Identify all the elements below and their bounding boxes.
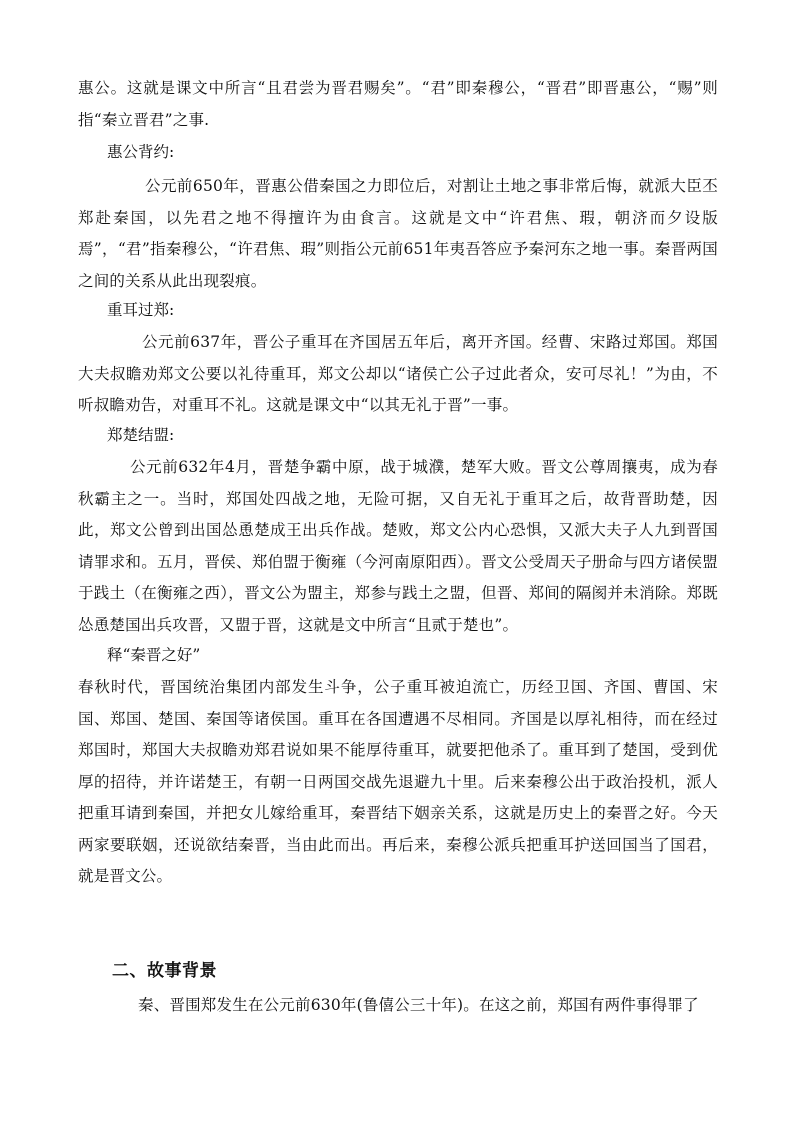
subheading-zhengchu-jiemeng: 郑楚结盟: xyxy=(107,426,175,444)
paragraph-huigong-gift xyxy=(78,73,718,136)
subheading-qinjin-zhihao: 释“秦晋之好” xyxy=(107,646,201,664)
section-title-story-background: 二、故事背景 xyxy=(112,961,217,981)
paragraph-chonger-guozheng xyxy=(78,327,718,422)
paragraph-text: 公元前650年，晋惠公借秦国之力即位后，对割让土地之事非常后悔，就派大臣丕郑赴秦国，以先君之地不得擅许为由食言。这就是文中“许君焦、瑕，朝济而夕设版焉”，“君”指秦穆公，“许君焦、瑕”则指公元前651年夷吾答应予秦河东之地一事。秦晋两国之间的关系从此出现裂痕。 xyxy=(78,177,718,290)
paragraph-text: 春秋时代，晋国统治集团内部发生斗争，公子重耳被迫流亡，历经卫国、齐国、曹国、宋国、郑国、楚国、秦国等诸侯国。重耳在各国遭遇不尽相同。齐国是以厚礼相待，而在经过郑国时，郑国大夫叔瞻劝郑君说如果不能厚待重耳，就要把他杀了。重耳到了楚国，受到优厚的招待，并许诺楚王，有朝一日两国交战先退避九十里。后来秦穆公出于政治投机，派人把重耳请到秦国，并把女儿嫁给重耳，秦晋结下姻亲关系，这就是历史上的秦晋之好。今天两家要联姻，还说欲结秦晋，当由此而出。再后来，秦穆公派兵把重耳护送回国当了国君，就是晋文公。 xyxy=(78,678,718,885)
paragraph-text: 惠公。这就是课文中所言“且君尝为晋君赐矣”。“君”即秦穆公，“晋君”即晋惠公，“赐”则指“秦立晋君”之事. xyxy=(78,79,718,129)
paragraph-text: 秦、晋围郑发生在公元前630年(鲁僖公三十年)。在这之前，郑国有两件事得罪了 xyxy=(138,996,699,1014)
paragraph-huigong-beiyue xyxy=(78,171,718,297)
subheading-huigong-beiyue: 惠公背约: xyxy=(107,143,175,161)
paragraph-qinjin-zhihao xyxy=(78,672,718,893)
paragraph-zhengchu-jiemeng xyxy=(78,452,718,641)
paragraph-text: 公元前637年，晋公子重耳在齐国居五年后，离开齐国。经曹、宋路过郑国。郑国大夫叔瞻劝郑文公要以礼待重耳，郑文公却以“诸侯亡公子过此者众，安可尽礼！”为由，不听叔瞻劝告，对重耳不礼。这就是课文中“以其无礼于晋”一事。 xyxy=(78,333,718,414)
paragraph-text: 公元前632年4月，晋楚争霸中原，战于城濮，楚军大败。晋文公尊周攘夷，成为春秋霸主之一。当时，郑国处四战之地，无险可据，又自无礼于重耳之后，故背晋助楚，因此，郑文公曾到出国怂恿楚成王出兵作战。楚败，郑文公内心恐惧，又派大夫子人九到晋国请罪求和。五月，晋侯、郑伯盟于衡雍（今河南原阳西）。晋文公受周天子册命与四方诸侯盟于践土（在衡雍之西），晋文公为盟主，郑参与践土之盟，但晋、郑间的隔阂并未消除。郑既怂恿楚国出兵攻晋，又盟于晋，这就是文中所言“且贰于楚也”。 xyxy=(78,458,718,634)
subheading-chonger-guozheng: 重耳过郑: xyxy=(107,301,175,319)
paragraph-story-background xyxy=(78,990,718,1022)
